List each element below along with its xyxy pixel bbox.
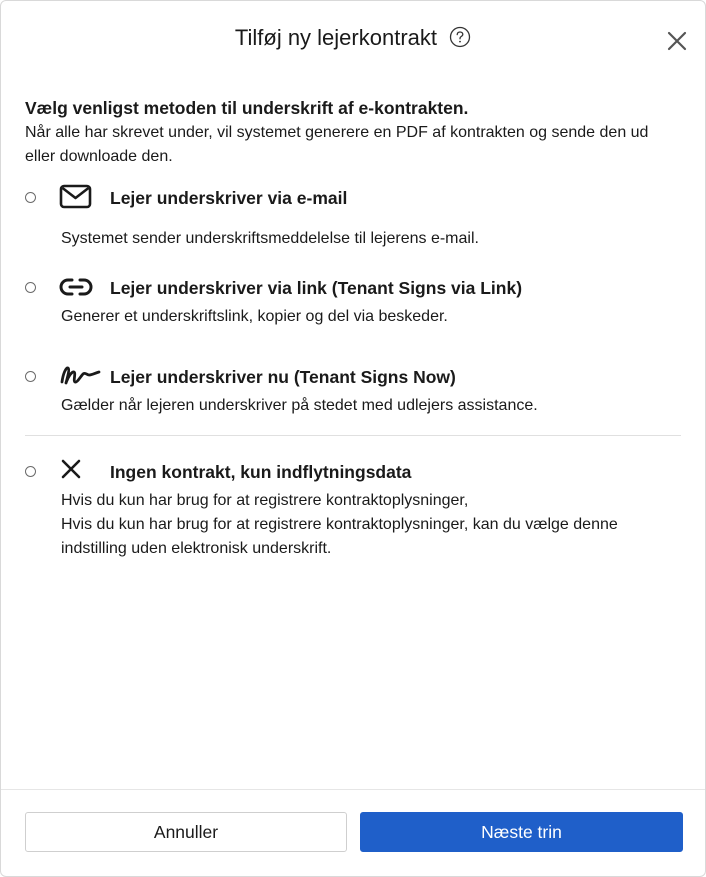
question-circle-icon[interactable] [449,26,471,48]
intro-line-1: Når alle har skrevet under, vil systemet generere en PDF af kontrakten og sende den ud [25,124,649,141]
signature-icon [59,362,101,390]
option-no-contract-title: Ingen kontrakt, kun indflytningsdata [110,462,412,482]
option-no-contract-desc-3: indstilling uden elektronisk underskrift. [61,540,332,557]
dialog-title: Tilføj ny lejerkontrakt [234,25,437,50]
radio-sign-now[interactable] [25,371,36,382]
radio-email[interactable] [25,192,36,203]
option-email-title: Lejer underskriver via e-mail [110,188,348,208]
option-link-desc: Generer et underskriftslink, kopier og del via beskeder. [61,308,448,325]
option-sign-now-title: Lejer underskriver nu (Tenant Signs Now) [110,367,456,387]
cancel-button[interactable]: Annuller [25,812,347,852]
option-no-contract-desc-1: Hvis du kun har brug for at registrere kontraktoplysninger, [61,492,469,509]
radio-link[interactable] [25,282,36,293]
footer-divider [1,789,705,790]
link-icon [59,273,93,301]
option-email-desc: Systemet sender underskriftsmeddelelse til lejerens e-mail. [61,230,479,247]
radio-no-contract[interactable] [25,466,36,477]
x-mark-icon [59,457,93,485]
intro-text [25,121,681,169]
close-x-icon[interactable] [665,29,689,53]
options-divider [25,435,681,436]
option-no-contract-desc-2: Hvis du kun har brug for at registrere kontraktoplysninger, kan du vælge denne [61,516,618,533]
intro-heading: Vælg venligst metoden til underskrift af e-kontrakten. [25,98,469,118]
dialog-title-row [1,25,705,51]
next-step-button[interactable]: Næste trin [360,812,683,852]
intro-section [25,97,681,169]
intro-line-2: eller downloade den. [25,148,173,165]
option-sign-now-desc: Gælder når lejeren underskriver på stedet med udlejers assistance. [61,397,538,414]
dialog-header [1,1,705,75]
option-link-title: Lejer underskriver via link (Tenant Signs via Link) [110,278,523,298]
envelope-icon [59,183,93,211]
